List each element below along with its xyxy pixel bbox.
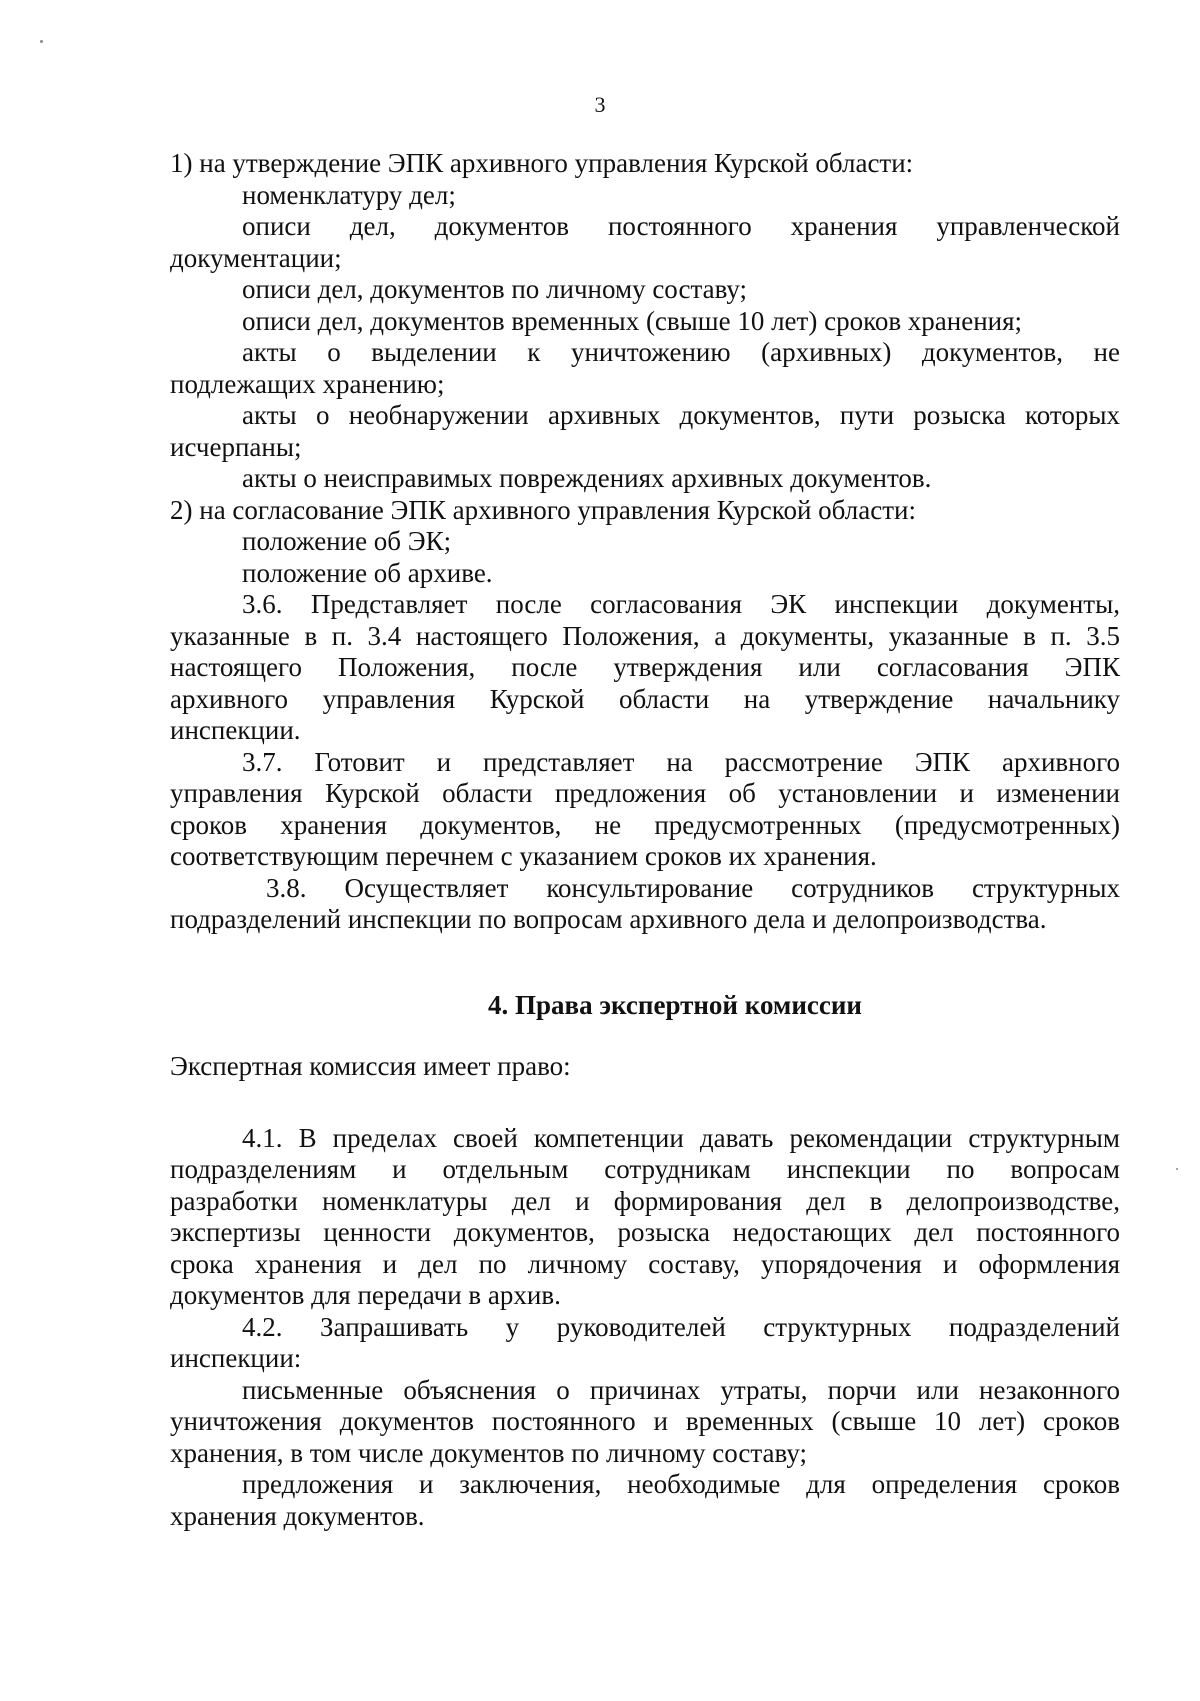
paragraph-4-1-line: срока хранения и дел по личному составу, упорядочения и оформления (170, 1248, 1120, 1279)
paragraph-4-2-line: инспекции: (170, 1343, 302, 1373)
paragraph-4-1-line: экспертизы ценности документов, розыска недостающих дел постоянного (170, 1217, 1120, 1247)
paragraph-4-1-line: подразделениям и отдельным сотрудникам инспекции по вопросам (170, 1154, 1120, 1184)
list-item: описи дел, документов временных (свыше 10 лет) сроков хранения; (242, 305, 1023, 336)
paragraph-3-7-line: сроков хранения документов, не предусмотренных (предусмотренных) (170, 809, 1120, 840)
list-item: положение об ЭК; (242, 526, 452, 556)
paragraph-3-8-line: подразделений инспекции по вопросам архивного дела и делопроизводства. (170, 904, 1047, 934)
list-item-continuation: документации; (170, 242, 342, 273)
section-intro: Экспертная комиссия имеет право: (170, 1051, 571, 1081)
paragraph-4-1: 4.1. В пределах своей компетенции давать рекомендации структурным (242, 1122, 1120, 1153)
paragraph-3-7: 3.7. Готовит и представляет на рассмотрение ЭПК архивного (242, 746, 1120, 777)
document-body (170, 148, 1120, 1532)
list-item-continuation: хранения документов. (170, 1500, 425, 1531)
list-item: положение об архиве. (242, 557, 493, 588)
list-item-coordination-heading: 2) на согласование ЭПК архивного управления Курской области: (170, 494, 916, 525)
list-item-continuation: исчерпаны; (170, 431, 302, 462)
paragraph-4-1-line: разработки номенклатуры дел и формирования дел в делопроизводстве, (170, 1185, 1120, 1216)
section-heading: 4. Права экспертной комиссии (488, 989, 862, 1020)
paragraph-3-6-line: настоящего Положения, после утверждения или согласования ЭПК (170, 652, 1120, 682)
list-item: акты о необнаружении архивных документов, пути розыска которых (242, 400, 1120, 430)
list-item: номенклатуру дел; (242, 179, 456, 210)
paragraph-3-7-line: соответствующим перечнем с указанием сроков их хранения. (170, 841, 877, 871)
list-item-continuation: подлежащих хранению; (170, 368, 445, 399)
scan-speck (1176, 1168, 1178, 1170)
list-item: письменные объяснения о причинах утраты, порчи или незаконного (242, 1374, 1120, 1405)
list-item: описи дел, документов постоянного хранения управленческой (242, 211, 1120, 241)
paragraph-3-8: 3.8. Осуществляет консультирование сотрудников структурных (266, 872, 1120, 903)
paragraph-3-6: 3.6. Представляет после согласования ЭК инспекции документы, (242, 589, 1120, 619)
scan-speck (40, 40, 43, 43)
list-item-continuation: уничтожения документов постоянного и временных (свыше 10 лет) сроков (170, 1406, 1120, 1436)
paragraph-3-7-line: управления Курской области предложения об установлении и изменении (170, 778, 1120, 808)
list-item-approval-heading: 1) на утверждение ЭПК архивного управления Курской области: (170, 148, 914, 178)
list-item-continuation: хранения, в том числе документов по личному составу; (170, 1437, 807, 1468)
paragraph-3-6-line: инспекции. (170, 715, 301, 745)
list-item: предложения и заключения, необходимые для определения сроков (242, 1469, 1120, 1499)
paragraph-4-1-line: документов для передачи в архив. (170, 1280, 561, 1310)
list-item: акты о выделении к уничтожению (архивных) документов, не (242, 337, 1120, 367)
page-number: 3 (594, 92, 606, 117)
paragraph-3-6-line: указанные в п. 3.4 настоящего Положения, а документы, указанные в п. 3.5 (170, 620, 1120, 651)
list-item: акты о неисправимых повреждениях архивных документов. (242, 463, 932, 493)
paragraph-4-2: 4.2. Запрашивать у руководителей структурных подразделений (242, 1311, 1120, 1342)
list-item: описи дел, документов по личному составу; (242, 274, 748, 304)
paragraph-3-6-line: архивного управления Курской области на утверждение начальнику (170, 683, 1120, 714)
